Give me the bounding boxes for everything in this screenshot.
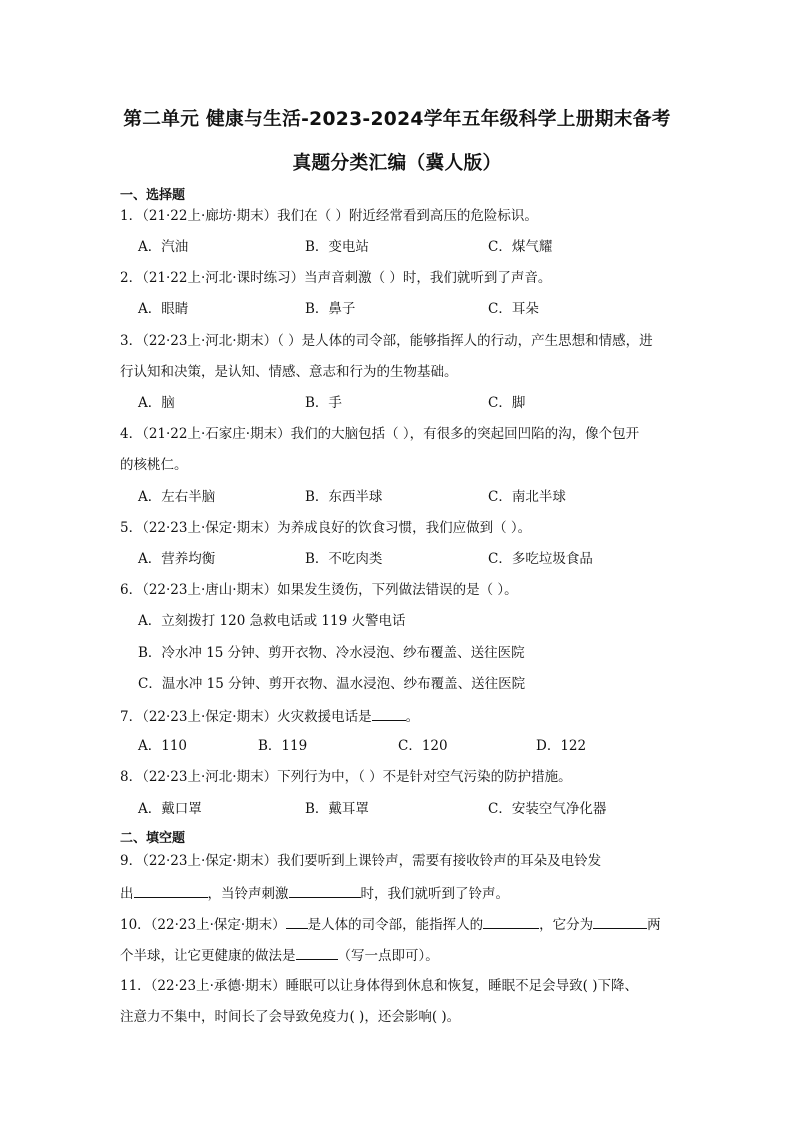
section-heading-choice: 一、选择题 [120, 188, 186, 203]
section-heading-fill: 二、填空题 [120, 831, 186, 846]
question-10-text-part-d: 两 [647, 917, 661, 933]
question-2-option-b: B．鼻子 [305, 301, 356, 317]
question-3-text-line-2: 行认知和决策，是认知、情感、意志和行为的生物基础。 [120, 364, 458, 380]
question-7-option-d: D．122 [536, 738, 587, 754]
question-2-text: 2．（21·22上·河北·课时练习）当声音刺激（ ）时，我们就听到了声音。 [120, 270, 552, 286]
question-5-option-b: B．不吃肉类 [305, 551, 383, 567]
question-4-text-line-1: 4．（21·22上·石家庄·期末）我们的大脑包括（ ），有很多的突起回凹陷的沟，像个包开 [120, 426, 640, 442]
question-10-blank-4 [296, 945, 338, 960]
question-10-blank-2 [483, 914, 539, 929]
question-9-blank-2 [289, 883, 361, 898]
question-9-text-line-1: 9．（22·23上·保定·期末）我们要听到上课铃声，需要有接收铃声的耳朵及电铃发 [120, 853, 602, 869]
question-1-option-b: B．变电站 [305, 239, 369, 255]
question-7-option-a: A．110 [138, 738, 188, 754]
document-title-line-1: 第二单元 健康与生活-2023-2024学年五年级科学上册期末备考 [123, 109, 671, 130]
question-7-option-b: B．119 [258, 738, 308, 754]
question-8-option-a: A．戴口罩 [138, 801, 202, 817]
question-9-text-line-2 [120, 883, 509, 903]
question-6-option-c: C．温水冲 15 分钟、剪开衣物、温水浸泡、纱布覆盖、送往医院 [138, 676, 526, 692]
question-3-option-b: B．手 [305, 395, 342, 411]
question-7-text [120, 706, 419, 726]
question-10-text-part-e: 个半球，让它更健康的做法是 [120, 948, 296, 964]
question-2-option-a: A．眼睛 [138, 301, 189, 317]
question-11-text-line-2: 注意力不集中，时间长了会导致免疫力( )，还会影响( )。 [120, 1009, 461, 1025]
question-4-option-a: A．左右半脑 [138, 489, 216, 505]
question-8-text: 8．（22·23上·河北·期末）下列行为中，（ ）不是针对空气污染的防护措施。 [120, 769, 572, 785]
question-9-text-part-b: ，当铃声刺激 [207, 886, 289, 902]
question-1-text: 1．（21·22上·廊坊·期末）我们在（ ）附近经常看到高压的危险标识。 [120, 208, 538, 224]
document-title-line-2: 真题分类汇编（冀人版） [292, 153, 502, 174]
question-1-option-c: C．煤气耀 [488, 239, 553, 255]
question-10-text-line-1 [120, 914, 661, 934]
question-9-text-part-c: 时，我们就听到了铃声。 [360, 886, 509, 902]
question-4-option-b: B．东西半球 [305, 489, 383, 505]
question-10-blank-1 [286, 914, 308, 929]
question-9-text-part-a: 出 [120, 886, 134, 902]
question-5-option-c: C．多吃垃圾食品 [488, 551, 593, 567]
question-10-text-part-f: （写一点即可）。 [337, 948, 439, 964]
question-2-option-c: C．耳朵 [488, 301, 539, 317]
question-3-option-c: C．脚 [488, 395, 526, 411]
question-4-option-c: C．南北半球 [488, 489, 566, 505]
question-7-option-c: C．120 [398, 738, 448, 754]
question-8-option-c: C．安装空气净化器 [488, 801, 607, 817]
question-11-text-line-1: 11．（22·23上·承德·期末）睡眠可以让身体得到休息和恢复，睡眠不足会导致( )下降、 [120, 978, 638, 994]
question-6-text: 6．（22·23上·唐山·期末）如果发生烫伤，下列做法错误的是（ ）。 [120, 582, 518, 598]
question-7-text-after: 。 [405, 709, 420, 725]
question-10-text-part-a: 10．（22·23上·保定·期末） [120, 917, 286, 933]
question-7-answer-blank [372, 706, 406, 721]
question-8-option-b: B．戴耳罩 [305, 801, 369, 817]
question-5-text: 5．（22·23上·保定·期末）为养成良好的饮食习惯，我们应做到（ ）。 [120, 520, 532, 536]
question-7-text-before: 7．（22·23上·保定·期末）火灾救援电话是 [120, 709, 372, 725]
question-3-text-line-1: 3．（22·23上·河北·期末）（ ）是人体的司令部，能够指挥人的行动，产生思想和情感，进 [120, 333, 653, 349]
question-10-text-part-b: 是人体的司令部，能指挥人的 [307, 917, 484, 933]
question-6-option-b: B．冷水冲 15 分钟、剪开衣物、冷水浸泡、纱布覆盖、送往医院 [138, 645, 525, 661]
question-10-text-line-2 [120, 945, 439, 965]
question-5-option-a: A．营养均衡 [138, 551, 216, 567]
question-4-text-line-2: 的核桃仁。 [120, 457, 188, 473]
question-3-option-a: A．脑 [138, 395, 175, 411]
question-10-text-part-c: ，它分为 [539, 917, 594, 933]
question-6-option-a: A．立刻拨打 120 急救电话或 119 火警电话 [138, 613, 406, 629]
question-10-blank-3 [593, 914, 647, 929]
question-1-option-a: A．汽油 [138, 239, 189, 255]
question-9-blank-1 [134, 883, 208, 898]
